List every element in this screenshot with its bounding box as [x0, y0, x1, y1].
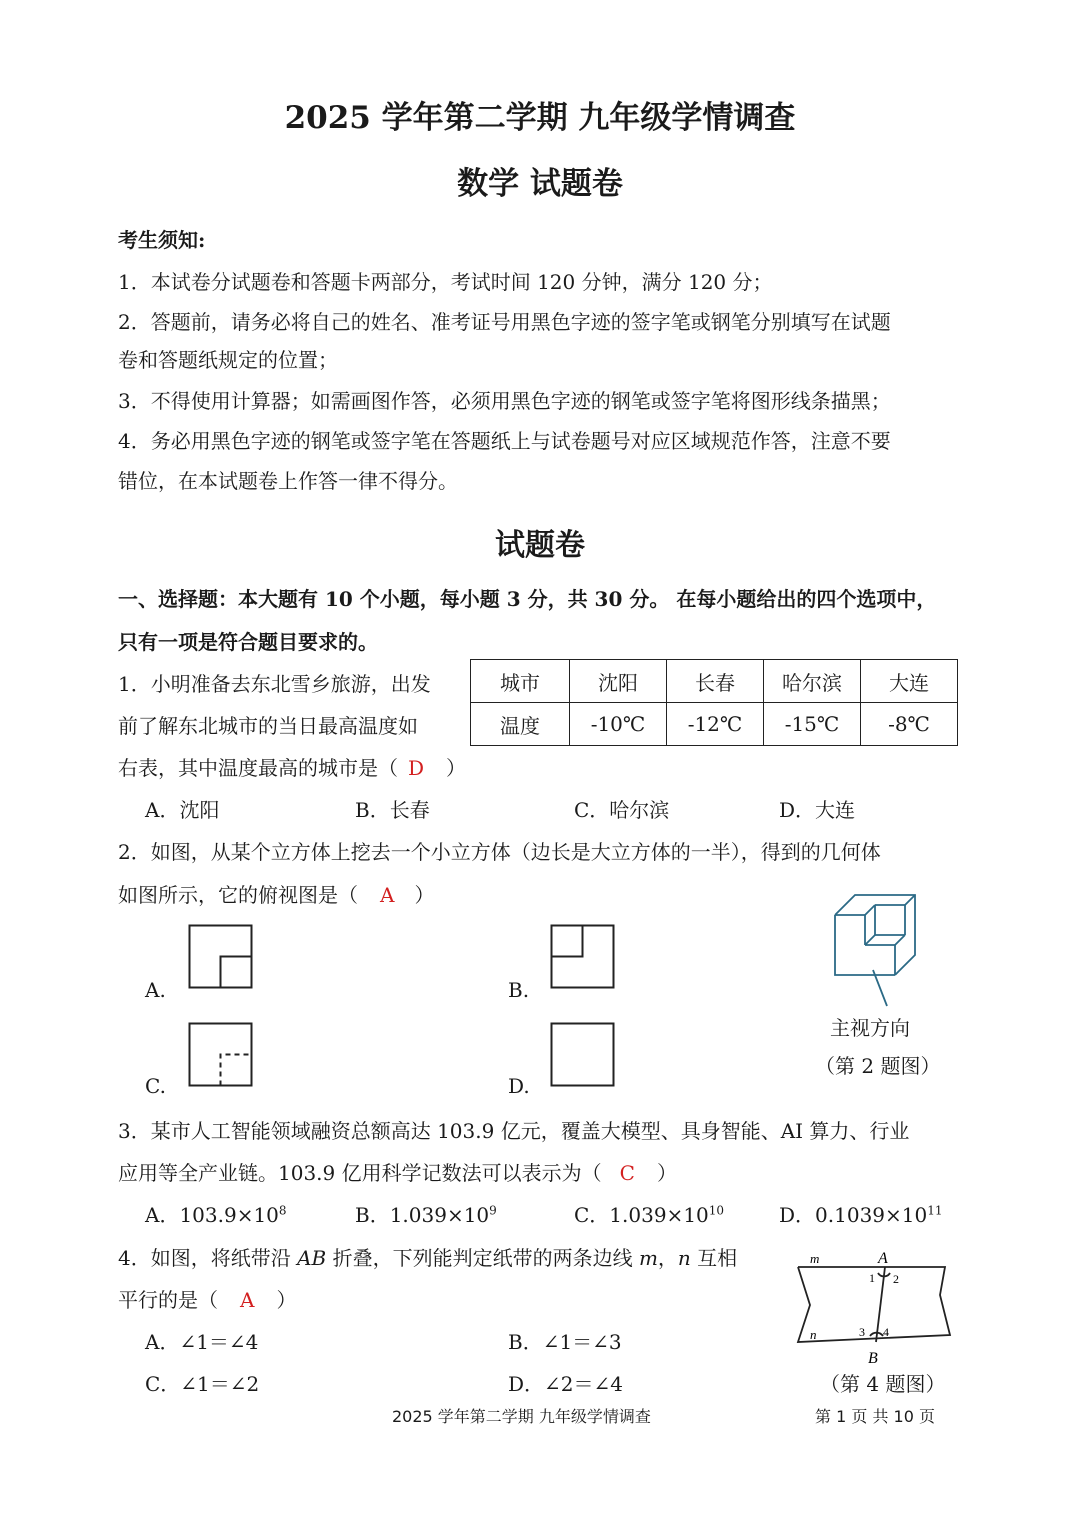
- q1-option-a: A．沈阳: [145, 798, 220, 822]
- q3-option-b: [355, 1199, 497, 1228]
- q2-cube-figure: [825, 890, 925, 1010]
- q4-label-a: A: [878, 1250, 888, 1267]
- q4-text-1: [118, 1242, 737, 1271]
- q4-figure-caption: （第 4 题图）: [820, 1372, 946, 1396]
- exam-title: 2025 学年第二学期 九年级学情调查: [284, 100, 796, 136]
- q3-option-d: [779, 1199, 943, 1228]
- q3-option-c: [574, 1199, 724, 1228]
- q2-figure-label: 主视方向: [830, 1016, 910, 1040]
- q2-option-c-label: C.: [145, 1074, 166, 1098]
- q2-option-d-figure: [550, 1022, 616, 1088]
- notice-item-2: 2．答题前，请务必将自己的姓名、准考证号用黑色字迹的签字笔或钢笔分别填写在试题: [118, 310, 891, 334]
- q3-option-b-exp: 9: [489, 1203, 497, 1218]
- table-row: [471, 703, 958, 746]
- q2-text-2-post: ）: [414, 883, 435, 907]
- q3-option-d-text: D．0.1039×10: [779, 1203, 928, 1227]
- q2-option-d-label: D.: [508, 1074, 530, 1098]
- table-cell: 长春: [667, 660, 764, 703]
- q1-option-c: C．哈尔滨: [574, 798, 670, 822]
- table-cell: 城市: [471, 660, 570, 703]
- q3-text-1: 3．某市人工智能领域融资总额高达 103.9 亿元，覆盖大模型、具身智能、AI 算力、行业: [118, 1119, 910, 1143]
- q2-option-c-figure: [188, 1022, 254, 1088]
- q4-text-2: [118, 1284, 296, 1313]
- q3-text-2-post: ）: [656, 1161, 677, 1185]
- notice-item-4-cont: 错位，在本试题卷上作答一律不得分。: [118, 469, 458, 493]
- q4-option-c: C．∠1＝∠2: [145, 1372, 260, 1396]
- q2-option-b-label: B.: [508, 978, 530, 1002]
- temperature-table: [470, 659, 958, 746]
- q4-angle-2: 2: [893, 1272, 899, 1286]
- q3-option-a: [145, 1199, 287, 1228]
- q2-option-a-figure: [188, 924, 254, 990]
- q1-text-3: [118, 752, 466, 781]
- q3-option-a-text: A．103.9×10: [145, 1203, 279, 1227]
- table-cell: 哈尔滨: [764, 660, 861, 703]
- q1-text-1: 1．小明准备去东北雪乡旅游，出发: [118, 672, 431, 696]
- q4-answer: A: [240, 1288, 255, 1312]
- q4-text-n: n: [677, 1246, 691, 1270]
- part1-instructions: 一、选择题：本大题有 10 个小题，每小题 3 分，共 30 分。 在每小题给出的四个选项中，: [118, 587, 937, 611]
- q1-text-3-pre: 右表，其中温度最高的城市是（: [118, 756, 398, 780]
- table-cell: 沈阳: [570, 660, 667, 703]
- q1-answer: D: [408, 756, 425, 780]
- q4-angle-3: 3: [859, 1325, 865, 1339]
- q1-text-2: 前了解东北城市的当日最高温度如: [118, 714, 418, 738]
- q3-option-a-exp: 8: [278, 1203, 287, 1218]
- q1-option-b: B．长春: [355, 798, 430, 822]
- q4-text-1d: 互相: [690, 1246, 738, 1270]
- notice-item-4: 4．务必用黑色字迹的钢笔或签字笔在答题纸上与试卷题号对应区域规范作答，注意不要: [118, 429, 891, 453]
- table-cell: 大连: [861, 660, 958, 703]
- q3-option-c-text: C．1.039×10: [574, 1203, 709, 1227]
- q3-text-2-pre: 应用等全产业链。103.9 亿用科学记数法可以表示为（: [118, 1161, 602, 1185]
- table-cell: -15℃: [764, 703, 861, 746]
- notice-item-2-cont: 卷和答题纸规定的位置；: [118, 348, 338, 372]
- q4-text-2-post: ）: [276, 1288, 297, 1312]
- q4-label-m: m: [810, 1251, 820, 1266]
- table-cell: -10℃: [570, 703, 667, 746]
- q4-option-d: D．∠2＝∠4: [508, 1372, 623, 1396]
- q2-option-b-figure: [550, 924, 616, 990]
- q2-text-1: 2．如图，从某个立方体上挖去一个小立方体（边长是大立方体的一半），得到的几何体: [118, 840, 881, 864]
- q3-option-c-exp: 10: [708, 1203, 725, 1218]
- q4-option-a: A．∠1＝∠4: [145, 1330, 259, 1354]
- notice-item-1: 1．本试卷分试题卷和答题卡两部分，考试时间 120 分钟，满分 120 分；: [118, 270, 773, 294]
- q4-text-1a: 4．如图，将纸带沿: [118, 1246, 298, 1270]
- q2-text-2-pre: 如图所示，它的俯视图是（: [118, 883, 358, 907]
- table-cell: 温度: [471, 703, 570, 746]
- q4-angle-1: 1: [869, 1271, 875, 1285]
- part1-instructions-cont: 只有一项是符合题目要求的。: [118, 630, 378, 654]
- q4-option-b: B．∠1＝∠3: [508, 1330, 622, 1354]
- q3-text-2: [118, 1157, 677, 1186]
- q3-option-b-text: B．1.039×10: [355, 1203, 490, 1227]
- table-row: [471, 660, 958, 703]
- q4-label-b: B: [868, 1350, 878, 1367]
- q2-option-a-label: A.: [145, 978, 166, 1002]
- q1-option-d: D．大连: [779, 798, 856, 822]
- notice-heading: 考生须知:: [118, 228, 206, 252]
- q4-text-m: m: [638, 1246, 658, 1270]
- section-title: 试题卷: [495, 528, 585, 563]
- footer-title: 2025 学年第二学期 九年级学情调查: [392, 1407, 651, 1426]
- footer-page-number: 第 1 页 共 10 页: [815, 1407, 935, 1426]
- exam-subtitle: 数学 试题卷: [457, 166, 623, 202]
- q3-answer: C: [619, 1161, 635, 1185]
- q1-text-3-post: ）: [446, 756, 467, 780]
- q4-text-1c: ，: [657, 1246, 678, 1270]
- q4-label-n: n: [810, 1327, 817, 1342]
- table-cell: -12℃: [667, 703, 764, 746]
- q2-text-2: [118, 879, 434, 908]
- notice-item-3: 3．不得使用计算器；如需画图作答，必须用黑色字迹的钢笔或签字笔将图形线条描黑；: [118, 389, 891, 413]
- q2-figure-caption: （第 2 题图）: [815, 1054, 941, 1078]
- q4-text-2-pre: 平行的是（: [118, 1288, 218, 1312]
- q4-text-ab: AB: [297, 1246, 327, 1270]
- q3-option-d-exp: 11: [927, 1203, 943, 1218]
- q4-angle-4: 4: [883, 1325, 889, 1339]
- q4-text-1b: 折叠，下列能判定纸带的两条边线: [326, 1246, 639, 1270]
- table-cell: -8℃: [861, 703, 958, 746]
- q4-paper-strip-figure: [790, 1245, 960, 1370]
- q2-answer: A: [380, 883, 395, 907]
